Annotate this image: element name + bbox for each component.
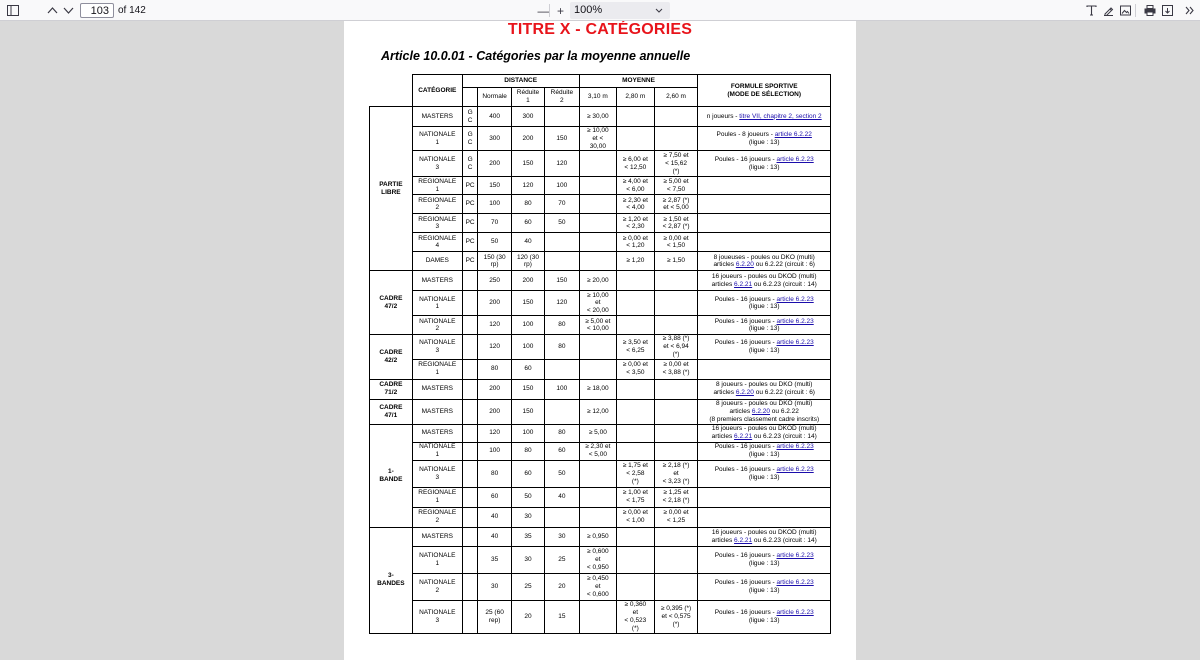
category-cell: NATIONALE 3	[412, 335, 462, 359]
table-row	[370, 573, 831, 600]
moyenne-310-cell	[579, 600, 617, 633]
header-280m: 2,80 m	[617, 88, 655, 107]
mode-cell: PC	[462, 195, 478, 214]
distance-reduite1-cell: 100	[511, 316, 544, 335]
distance-reduite2-cell: 50	[545, 460, 579, 487]
category-cell: NATIONALE 1	[412, 546, 462, 573]
mode-cell	[462, 546, 478, 573]
header-260m: 2,60 m	[654, 88, 698, 107]
distance-normale-cell: 200	[478, 291, 511, 316]
distance-normale-cell: 250	[478, 271, 511, 291]
moyenne-260-cell	[654, 316, 698, 335]
moyenne-260-cell: ≥ 0,00 et < 1,50	[654, 233, 698, 252]
moyenne-310-cell	[579, 151, 617, 177]
chevron-down-icon	[655, 2, 663, 19]
formule-cell: 8 joueurs - poules ou DKO (multi) articles 6.2.20 ou 6.2.22 (circuit : 6)	[698, 379, 831, 399]
distance-reduite1-cell: 60	[511, 214, 544, 233]
distance-normale-cell: 40	[478, 527, 511, 546]
header-distance: DISTANCE	[462, 75, 579, 88]
distance-normale-cell: 400	[478, 107, 511, 127]
category-cell: MASTERS	[412, 527, 462, 546]
moyenne-310-cell	[579, 195, 617, 214]
sidebar-toggle-icon[interactable]	[4, 2, 21, 19]
distance-reduite2-cell: 120	[545, 291, 579, 316]
more-tools-icon[interactable]	[1181, 2, 1198, 19]
distance-reduite1-cell: 40	[511, 233, 544, 252]
distance-reduite1-cell: 50	[511, 487, 544, 507]
mode-cell	[462, 271, 478, 291]
header-310m: 3,10 m	[579, 88, 617, 107]
distance-reduite1-cell: 60	[511, 359, 544, 379]
formule-cell	[698, 214, 831, 233]
distance-reduite1-cell: 100	[511, 424, 544, 442]
distance-reduite2-cell: 120	[545, 151, 579, 177]
moyenne-280-cell	[617, 442, 655, 460]
article-link[interactable]: titre VII, chapitre 2, section 2	[739, 112, 822, 120]
mode-cell	[462, 359, 478, 379]
formule-cell: 16 joueurs - poules ou DKOD (multi) articles 6.2.21 ou 6.2.23 (circuit : 14)	[698, 527, 831, 546]
pdf-page	[344, 21, 856, 660]
category-cell: MASTERS	[412, 424, 462, 442]
category-cell: MASTERS	[412, 399, 462, 424]
moyenne-280-cell	[617, 107, 655, 127]
table-row	[370, 291, 831, 316]
distance-reduite1-cell: 25	[511, 573, 544, 600]
mode-cell	[462, 291, 478, 316]
moyenne-280-cell: ≥ 1,20	[617, 252, 655, 271]
table-row	[370, 233, 831, 252]
distance-reduite2-cell: 80	[545, 424, 579, 442]
mode-cell: G C	[462, 151, 478, 177]
distance-reduite1-cell: 150	[511, 379, 544, 399]
moyenne-260-cell	[654, 399, 698, 424]
header-categorie: CATÉGORIE	[412, 75, 462, 107]
distance-reduite2-cell	[545, 233, 579, 252]
article-link[interactable]: article 6.2.23	[776, 339, 814, 347]
moyenne-280-cell	[617, 271, 655, 291]
distance-reduite1-cell: 60	[511, 460, 544, 487]
table-row	[370, 379, 831, 399]
moyenne-260-cell	[654, 527, 698, 546]
moyenne-280-cell	[617, 546, 655, 573]
mode-cell	[462, 573, 478, 600]
mode-cell	[462, 442, 478, 460]
group-name: 1- BANDE	[370, 424, 413, 527]
moyenne-280-cell: ≥ 1,20 et < 2,30	[617, 214, 655, 233]
category-cell: REGIONALE 2	[412, 507, 462, 527]
distance-reduite2-cell: 50	[545, 214, 579, 233]
table-row	[370, 107, 831, 127]
article-link[interactable]: article 6.2.23	[776, 443, 814, 451]
moyenne-260-cell	[654, 107, 698, 127]
group-name: CADRE 47/1	[370, 399, 413, 424]
table-row	[370, 195, 831, 214]
category-cell: REGIONALE 1	[412, 487, 462, 507]
moyenne-260-cell: ≥ 1,50	[654, 252, 698, 271]
table-row	[370, 151, 831, 177]
category-cell: NATIONALE 1	[412, 127, 462, 151]
distance-reduite2-cell: 70	[545, 195, 579, 214]
mode-cell	[462, 460, 478, 487]
table-row	[370, 546, 831, 573]
formule-cell: Poules - 16 joueurs - article 6.2.23 (ligue : 13)	[698, 335, 831, 359]
formule-cell: Poules - 16 joueurs - article 6.2.23 (ligue : 13)	[698, 442, 831, 460]
distance-reduite2-cell: 100	[545, 177, 579, 195]
mode-cell: PC	[462, 177, 478, 195]
moyenne-310-cell: ≥ 0,450 et < 0,600	[579, 573, 617, 600]
formule-cell: Poules - 16 joueurs - article 6.2.23 (ligue : 13)	[698, 316, 831, 335]
formule-cell: n joueurs - titre VII, chapitre 2, section 2	[698, 107, 831, 127]
text-tool-icon[interactable]	[1083, 2, 1100, 19]
moyenne-280-cell: ≥ 2,30 et < 4,00	[617, 195, 655, 214]
distance-normale-cell: 100	[478, 442, 511, 460]
moyenne-310-cell	[579, 507, 617, 527]
moyenne-280-cell	[617, 424, 655, 442]
article-link[interactable]: 6.2.20	[735, 261, 754, 269]
mode-cell: PC	[462, 252, 478, 271]
table-row	[370, 600, 831, 633]
distance-normale-cell: 70	[478, 214, 511, 233]
moyenne-280-cell: ≥ 0,00 et < 3,50	[617, 359, 655, 379]
category-cell: NATIONALE 1	[412, 442, 462, 460]
moyenne-310-cell	[579, 335, 617, 359]
moyenne-310-cell: ≥ 18,00	[579, 379, 617, 399]
categories-table	[369, 74, 831, 634]
distance-reduite2-cell: 60	[545, 442, 579, 460]
mode-cell	[462, 424, 478, 442]
formule-cell: Poules - 16 joueurs - article 6.2.23 (ligue : 13)	[698, 546, 831, 573]
article-link[interactable]: article 6.2.23	[776, 608, 814, 616]
moyenne-260-cell: ≥ 0,395 (*) et < 0,575 (*)	[654, 600, 698, 633]
formule-cell	[698, 195, 831, 214]
draw-tool-icon[interactable]	[1100, 2, 1117, 19]
mode-cell	[462, 527, 478, 546]
distance-reduite2-cell	[545, 252, 579, 271]
formule-cell: 16 joueurs - poules ou DKOD (multi) articles 6.2.21 ou 6.2.23 (circuit : 14)	[698, 271, 831, 291]
moyenne-280-cell: ≥ 0,360 et < 0,523 (*)	[617, 600, 655, 633]
zoom-in-button[interactable]: +	[556, 3, 564, 18]
moyenne-280-cell	[617, 527, 655, 546]
article-link[interactable]: article 6.2.23	[776, 295, 814, 303]
moyenne-280-cell	[617, 316, 655, 335]
header-moyenne: MOYENNE	[579, 75, 698, 88]
distance-reduite2-cell: 100	[545, 379, 579, 399]
distance-reduite1-cell: 30	[511, 507, 544, 527]
distance-reduite1-cell: 200	[511, 127, 544, 151]
article-link[interactable]: article 6.2.23	[776, 156, 814, 164]
moyenne-280-cell	[617, 127, 655, 151]
moyenne-280-cell: ≥ 1,75 et < 2,58 (*)	[617, 460, 655, 487]
distance-reduite1-cell: 20	[511, 600, 544, 633]
article-link[interactable]: article 6.2.22	[774, 130, 812, 138]
moyenne-260-cell	[654, 442, 698, 460]
category-cell: DAMES	[412, 252, 462, 271]
distance-reduite1-cell: 150	[511, 399, 544, 424]
moyenne-260-cell: ≥ 2,87 (*) et < 5,00	[654, 195, 698, 214]
distance-normale-cell: 80	[478, 460, 511, 487]
article-link[interactable]: 6.2.20	[751, 407, 770, 415]
header-normale: Normale	[478, 88, 511, 107]
next-page-icon[interactable]	[60, 2, 77, 19]
article-link[interactable]: 6.2.21	[734, 433, 753, 441]
category-cell: REGIONALE 1	[412, 359, 462, 379]
distance-reduite1-cell: 30	[511, 546, 544, 573]
table-row	[370, 460, 831, 487]
header-reduite-2: Réduite 2	[545, 88, 579, 107]
formule-cell: 16 joueurs - poules ou DKOD (multi) articles 6.2.21 ou 6.2.23 (circuit : 14)	[698, 424, 831, 442]
distance-normale-cell: 120	[478, 424, 511, 442]
mode-cell	[462, 399, 478, 424]
distance-normale-cell: 120	[478, 335, 511, 359]
group-name: CADRE 47/2	[370, 271, 413, 335]
moyenne-280-cell: ≥ 0,00 et < 1,00	[617, 507, 655, 527]
table-row	[370, 271, 831, 291]
moyenne-310-cell: ≥ 12,00	[579, 399, 617, 424]
mode-cell: G C	[462, 127, 478, 151]
distance-reduite1-cell: 100	[511, 335, 544, 359]
distance-reduite2-cell: 150	[545, 271, 579, 291]
article-link[interactable]: article 6.2.23	[776, 551, 814, 559]
formule-cell: Poules - 16 joueurs - article 6.2.23 (ligue : 13)	[698, 600, 831, 633]
moyenne-310-cell	[579, 359, 617, 379]
distance-normale-cell: 300	[478, 127, 511, 151]
formule-cell	[698, 487, 831, 507]
zoom-out-button[interactable]: —	[537, 3, 550, 18]
distance-reduite2-cell: 80	[545, 335, 579, 359]
group-name: PARTIE LIBRE	[370, 107, 413, 271]
distance-reduite2-cell	[545, 399, 579, 424]
moyenne-260-cell: ≥ 0,00 et < 1,25	[654, 507, 698, 527]
formule-cell: Poules - 16 joueurs - article 6.2.23 (ligue : 13)	[698, 460, 831, 487]
moyenne-260-cell: ≥ 2,18 (*) et < 3,23 (*)	[654, 460, 698, 487]
distance-reduite1-cell: 80	[511, 195, 544, 214]
moyenne-260-cell: ≥ 7,50 et < 15,62 (*)	[654, 151, 698, 177]
zoom-value: 100%	[574, 4, 603, 16]
article-link[interactable]: 6.2.21	[734, 280, 753, 288]
table-row	[370, 335, 831, 359]
moyenne-260-cell	[654, 271, 698, 291]
category-cell: MASTERS	[412, 379, 462, 399]
formule-cell: Poules - 16 joueurs - article 6.2.23 (ligue : 13)	[698, 573, 831, 600]
table-row	[370, 127, 831, 151]
moyenne-310-cell: ≥ 30,00	[579, 107, 617, 127]
moyenne-260-cell	[654, 573, 698, 600]
page-number-input[interactable]	[80, 3, 114, 18]
table-row	[370, 252, 831, 271]
moyenne-310-cell	[579, 487, 617, 507]
mode-cell: G C	[462, 107, 478, 127]
moyenne-280-cell: ≥ 0,00 et < 1,20	[617, 233, 655, 252]
moyenne-260-cell	[654, 424, 698, 442]
formule-cell: Poules - 16 joueurs - article 6.2.23 (ligue : 13)	[698, 151, 831, 177]
category-cell: NATIONALE 3	[412, 151, 462, 177]
table-row	[370, 177, 831, 195]
distance-normale-cell: 200	[478, 151, 511, 177]
distance-normale-cell: 25 (60 rep)	[478, 600, 511, 633]
header-reduite-1: Réduite 1	[511, 88, 544, 107]
distance-reduite1-cell: 35	[511, 527, 544, 546]
mode-cell	[462, 487, 478, 507]
document-title: TITRE X - CATÉGORIES	[507, 21, 693, 38]
distance-normale-cell: 200	[478, 399, 511, 424]
article-link[interactable]: article 6.2.23	[776, 465, 814, 473]
moyenne-310-cell: ≥ 0,600 et < 0,950	[579, 546, 617, 573]
moyenne-310-cell	[579, 252, 617, 271]
zoom-select[interactable]	[570, 2, 670, 19]
formule-cell: Poules - 16 joueurs - article 6.2.23 (ligue : 13)	[698, 291, 831, 316]
pdf-toolbar	[0, 0, 1200, 21]
moyenne-260-cell	[654, 291, 698, 316]
formule-cell	[698, 507, 831, 527]
article-link[interactable]: article 6.2.23	[776, 578, 814, 586]
distance-normale-cell: 60	[478, 487, 511, 507]
distance-reduite2-cell	[545, 359, 579, 379]
page-total: of 142	[118, 5, 146, 16]
distance-reduite2-cell	[545, 107, 579, 127]
moyenne-260-cell	[654, 127, 698, 151]
article-link[interactable]: 6.2.21	[734, 536, 753, 544]
distance-normale-cell: 120	[478, 316, 511, 335]
moyenne-280-cell	[617, 291, 655, 316]
distance-reduite2-cell: 25	[545, 546, 579, 573]
distance-reduite1-cell: 120	[511, 177, 544, 195]
category-cell: REGIONALE 2	[412, 195, 462, 214]
save-icon[interactable]	[1159, 2, 1176, 19]
article-link[interactable]: 6.2.20	[735, 389, 754, 397]
distance-reduite1-cell: 300	[511, 107, 544, 127]
distance-reduite1-cell: 200	[511, 271, 544, 291]
moyenne-280-cell: ≥ 3,50 et < 6,25	[617, 335, 655, 359]
category-cell: REGIONALE 3	[412, 214, 462, 233]
mode-cell	[462, 335, 478, 359]
moyenne-280-cell: ≥ 1,00 et < 1,75	[617, 487, 655, 507]
category-cell: NATIONALE 2	[412, 573, 462, 600]
formule-cell	[698, 233, 831, 252]
moyenne-260-cell: ≥ 0,00 et < 3,88 (*)	[654, 359, 698, 379]
category-cell: REGIONALE 1	[412, 177, 462, 195]
formule-cell: 8 joueurs - poules ou DKO (multi) articles 6.2.20 ou 6.2.22 (8 premiers classement cadre inscrits)	[698, 399, 831, 424]
moyenne-310-cell: ≥ 2,30 et < 5,00	[579, 442, 617, 460]
formule-cell: Poules - 8 joueurs - article 6.2.22 (ligue : 13)	[698, 127, 831, 151]
table-row	[370, 399, 831, 424]
moyenne-280-cell: ≥ 4,00 et < 6,00	[617, 177, 655, 195]
table-row	[370, 424, 831, 442]
distance-reduite2-cell: 15	[545, 600, 579, 633]
distance-normale-cell: 150	[478, 177, 511, 195]
moyenne-310-cell	[579, 177, 617, 195]
moyenne-310-cell: ≥ 5,00 et < 10,00	[579, 316, 617, 335]
moyenne-260-cell: ≥ 3,88 (*) et < 6,94 (*)	[654, 335, 698, 359]
table-row	[370, 487, 831, 507]
moyenne-260-cell: ≥ 1,25 et < 2,18 (*)	[654, 487, 698, 507]
table-row	[370, 359, 831, 379]
moyenne-260-cell: ≥ 1,50 et < 2,87 (*)	[654, 214, 698, 233]
moyenne-310-cell: ≥ 5,00	[579, 424, 617, 442]
mode-cell: PC	[462, 214, 478, 233]
print-icon[interactable]	[1141, 2, 1158, 19]
moyenne-310-cell: ≥ 10,00 et < 30,00	[579, 127, 617, 151]
moyenne-310-cell	[579, 233, 617, 252]
category-cell: REGIONALE 4	[412, 233, 462, 252]
distance-normale-cell: 30	[478, 573, 511, 600]
moyenne-310-cell: ≥ 20,00	[579, 271, 617, 291]
moyenne-310-cell: ≥ 0,950	[579, 527, 617, 546]
table-row	[370, 507, 831, 527]
distance-reduite1-cell: 80	[511, 442, 544, 460]
moyenne-260-cell	[654, 379, 698, 399]
moyenne-280-cell	[617, 379, 655, 399]
distance-normale-cell: 200	[478, 379, 511, 399]
distance-reduite1-cell: 150	[511, 291, 544, 316]
distance-reduite2-cell: 30	[545, 527, 579, 546]
mode-cell	[462, 507, 478, 527]
distance-normale-cell: 100	[478, 195, 511, 214]
category-cell: NATIONALE 3	[412, 460, 462, 487]
formule-cell	[698, 177, 831, 195]
distance-normale-cell: 50	[478, 233, 511, 252]
article-link[interactable]: article 6.2.23	[776, 317, 814, 325]
formule-cell: 8 joueuses - poules ou DKO (multi) articles 6.2.20 ou 6.2.22 (circuit : 6)	[698, 252, 831, 271]
distance-normale-cell: 35	[478, 546, 511, 573]
category-cell: NATIONALE 3	[412, 600, 462, 633]
table-row	[370, 214, 831, 233]
previous-page-icon[interactable]	[44, 2, 61, 19]
distance-reduite2-cell: 40	[545, 487, 579, 507]
distance-reduite2-cell: 80	[545, 316, 579, 335]
moyenne-260-cell	[654, 546, 698, 573]
image-tool-icon[interactable]	[1117, 2, 1134, 19]
distance-reduite2-cell: 20	[545, 573, 579, 600]
distance-normale-cell: 150 (30 rp)	[478, 252, 511, 271]
group-name: CADRE 42/2	[370, 335, 413, 379]
category-cell: NATIONALE 2	[412, 316, 462, 335]
moyenne-310-cell	[579, 460, 617, 487]
moyenne-280-cell	[617, 573, 655, 600]
mode-cell	[462, 379, 478, 399]
distance-normale-cell: 80	[478, 359, 511, 379]
distance-reduite2-cell: 150	[545, 127, 579, 151]
distance-reduite2-cell	[545, 507, 579, 527]
distance-reduite1-cell: 120 (30 rp)	[511, 252, 544, 271]
category-cell: MASTERS	[412, 107, 462, 127]
category-cell: MASTERS	[412, 271, 462, 291]
moyenne-280-cell: ≥ 6,00 et < 12,50	[617, 151, 655, 177]
group-name: CADRE 71/2	[370, 379, 413, 399]
table-row	[370, 316, 831, 335]
group-name: 3- BANDES	[370, 527, 413, 633]
table-row	[370, 527, 831, 546]
mode-cell	[462, 316, 478, 335]
mode-cell	[462, 600, 478, 633]
moyenne-310-cell	[579, 214, 617, 233]
moyenne-280-cell	[617, 399, 655, 424]
moyenne-310-cell: ≥ 10,00 et < 20,00	[579, 291, 617, 316]
article-heading: Article 10.0.01 - Catégories par la moyenne annuelle	[381, 49, 691, 63]
table-row	[370, 442, 831, 460]
mode-cell: PC	[462, 233, 478, 252]
moyenne-260-cell: ≥ 5,00 et < 7,50	[654, 177, 698, 195]
category-cell: NATIONALE 1	[412, 291, 462, 316]
distance-normale-cell: 40	[478, 507, 511, 527]
distance-reduite1-cell: 150	[511, 151, 544, 177]
formule-cell	[698, 359, 831, 379]
header-formule: FORMULE SPORTIVE (MODE DE SÉLECTION)	[698, 75, 831, 107]
